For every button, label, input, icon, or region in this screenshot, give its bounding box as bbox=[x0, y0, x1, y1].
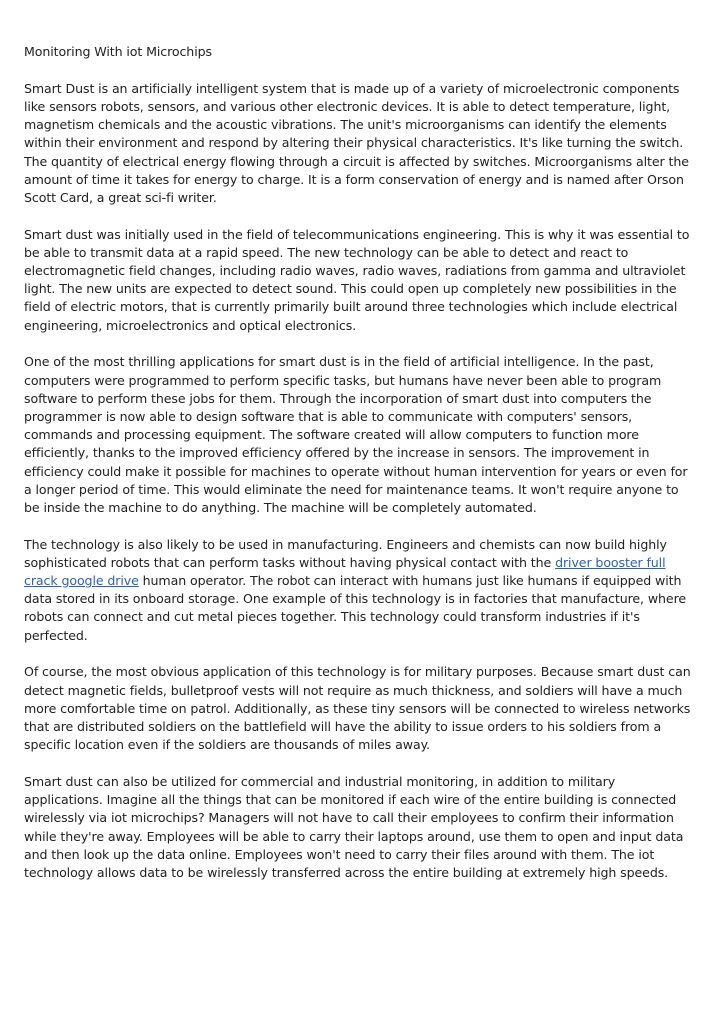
paragraph-military: Of course, the most obvious application of this technology is for military purposes. Because smart dust can detect magnetic fields, bulletproof vests will not require as much thickness, and soldiers will have a much more comfortable time on patrol. Additionally, as these tiny sensors will be connected to wireless networks that are distributed soldiers on the battlefield will have the ability to issue orders to his soldiers from a specific location even if the soldiers are thousands of miles away. bbox=[24, 664, 691, 753]
paragraph-commercial-monitoring: Smart dust can also be utilized for commercial and industrial monitoring, in addition to military applications. Imagine all the things that can be monitored if each wire of the entire building is connected wirelessly via iot microchips? Managers will not have to call their employees to confirm their information while they're away. Employees will be able to carry their laptops around, use them to open and input data and then look up the data online. Employees won't need to carry their files around with them. The iot technology allows data to be wirelessly transferred across the entire building at extremely high speeds. bbox=[24, 773, 684, 880]
document-title: Monitoring With iot Microchips bbox=[24, 44, 212, 59]
driver-booster-link[interactable]: driver booster full crack google drive bbox=[24, 554, 666, 589]
document-body bbox=[24, 43, 696, 901]
paragraph-artificial-intelligence: One of the most thrilling applications for smart dust is in the field of artificial intelligence. In the past, computers were programmed to perform specific tasks, but humans have never been able to program software to perform these jobs for them. Through the incorporation of smart dust into computers the programmer is now able to design software that is able to communicate with computers' sensors, commands and processing equipment. The software created will allow computers to function more efficiently, thanks to the improved efficiency offered by the increase in sensors. The improvement in efficiency could make it possible for machines to operate without human intervention for years or even for a longer period of time. This would eliminate the need for maintenance teams. It won't require anyone to be inside the machine to do anything. The machine will be completely automated. bbox=[24, 354, 688, 515]
manufacturing-text-after-link: human operator. The robot can interact with humans just like humans if equipped with data stored in its onboard storage. One example of this technology is in factories that manufacture, where robots can connect and cut metal pieces together. This technology could transform industries if it's perfected. bbox=[24, 573, 687, 643]
paragraph-smart-dust-intro: Smart Dust is an artificially intelligent system that is made up of a variety of microelectronic components like sensors robots, sensors, and various other electronic devices. It is able to detect temperature, light, magnetism chemicals and the acoustic vibrations. The unit's microorganisms can identify the elements within their environment and respond by altering their physical characteristics. It's like turning the switch. The quantity of electrical energy flowing through a circuit is affected by switches. Microorganisms alter the amount of time it takes for energy to charge. It is a form conservation of energy and is named after Orson Scott Card, a great sci-fi writer. bbox=[24, 80, 689, 205]
paragraph-manufacturing bbox=[24, 536, 696, 645]
paragraph-telecommunications: Smart dust was initially used in the field of telecommunications engineering. This is why it was essential to be able to transmit data at a rapid speed. The new technology can be able to detect and react to electromagnetic field changes, including radio waves, radio waves, radiations from gamma and ultraviolet light. The new units are expected to detect sound. This could open up completely new possibilities in the field of electric motors, that is currently primarily built around three technologies which include electrical engineering, microelectronics and optical electronics. bbox=[24, 226, 690, 333]
manufacturing-text-before-link: The technology is also likely to be used in manufacturing. Engineers and chemists can now build highly sophisticated robots that can perform tasks without having physical contact with the bbox=[24, 536, 667, 570]
